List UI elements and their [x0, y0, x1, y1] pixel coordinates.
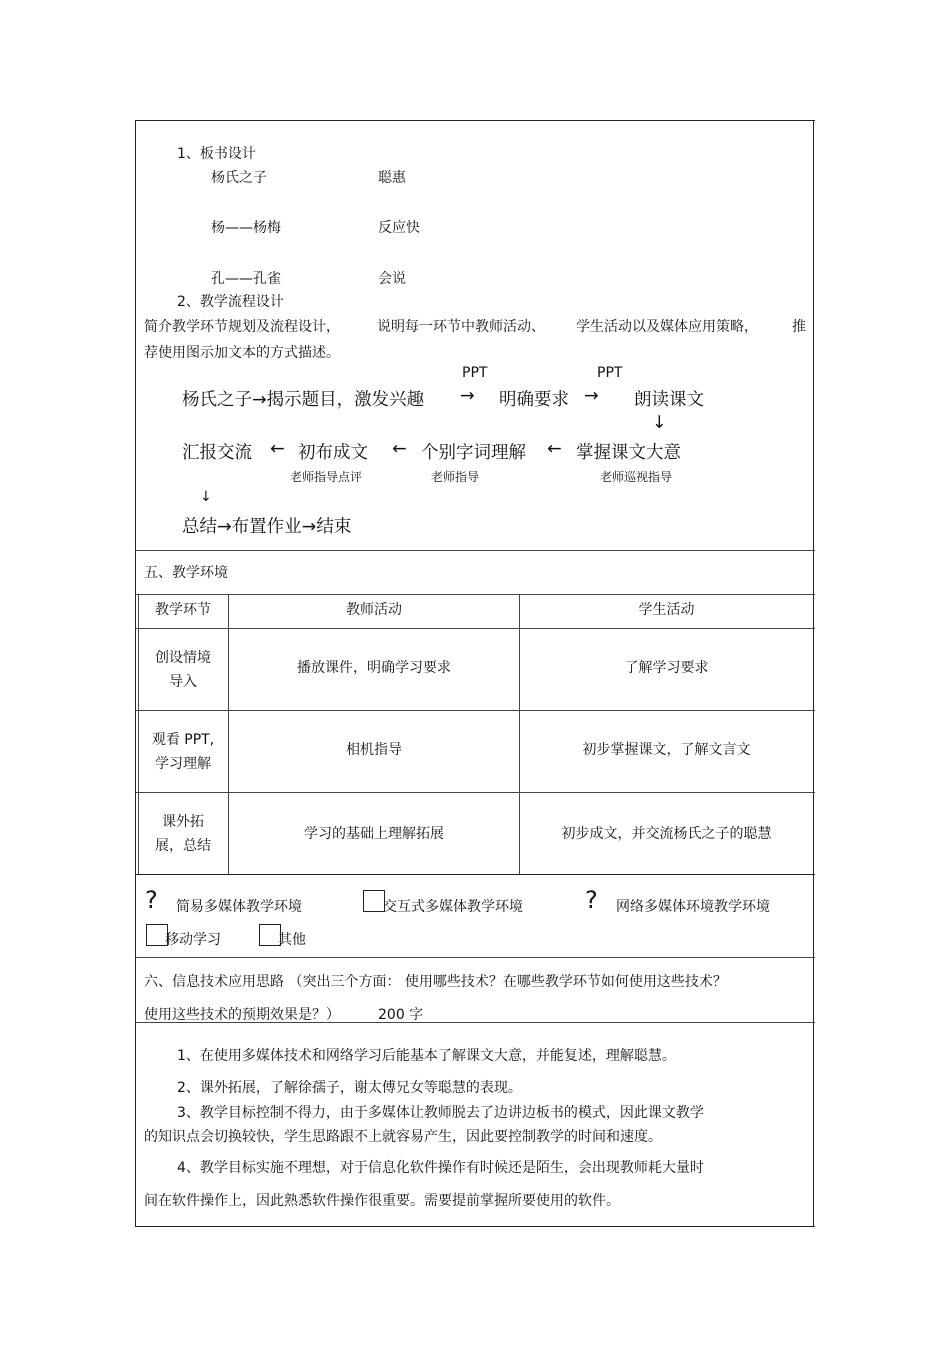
- table-border: [135, 874, 815, 875]
- tech-paragraph: 3、教学目标控制不得力，由于多媒体让教师脱去了边讲边板书的模式，因此课文教学: [177, 1105, 704, 1121]
- word-count: 200 字: [378, 1007, 424, 1023]
- flow-step: 朗读课文: [634, 390, 704, 410]
- flow-desc-part: 说明每一环节中教师活动、: [377, 319, 545, 335]
- option-label: 其他: [278, 932, 306, 948]
- ppt-label: PPT: [462, 365, 488, 381]
- divider: [135, 550, 815, 551]
- student-cell: 初步掌握课文，了解文言文: [582, 742, 751, 758]
- stage-cell-line: 课外拓: [162, 813, 204, 830]
- board-row-left: 孔——孔雀: [211, 271, 281, 287]
- stage-cell-line: 导入: [169, 673, 197, 690]
- option-label: 简易多媒体教学环境: [176, 899, 302, 915]
- table-row: [138, 711, 228, 792]
- checkbox-interactive-env[interactable]: [363, 890, 385, 912]
- env-heading: 五、教学环境: [144, 565, 228, 581]
- flow-step: 总结→布置作业→结束: [182, 517, 352, 537]
- stage-cell-line: 展，总结: [155, 837, 211, 854]
- flow-desc-part: 学生活动以及媒体应用策略，: [576, 319, 758, 335]
- teacher-cell: 相机指导: [346, 742, 402, 758]
- option-label: 网络多媒体环境教学环境: [616, 899, 770, 915]
- table-header: 教师活动: [346, 602, 402, 618]
- stage-cell-line: 观看 PPT,: [151, 731, 215, 748]
- tech-paragraph: 4、教学目标实施不理想，对于信息化软件操作有时候还是陌生，会出现教师耗大量时: [177, 1160, 704, 1176]
- ppt-label: PPT: [597, 365, 623, 381]
- question-mark-icon: ?: [585, 886, 598, 914]
- flow-step: 杨氏之子→揭示题目，激发兴趣: [182, 390, 425, 410]
- table-row: [138, 793, 228, 874]
- flow-arrow-right: →: [584, 386, 599, 406]
- student-cell: 了解学习要求: [624, 660, 709, 676]
- flow-step: 汇报交流: [182, 443, 252, 463]
- flow-desc-part: 推: [792, 319, 806, 335]
- table-header: 学生活动: [638, 602, 695, 618]
- flow-note: 老师指导: [431, 470, 480, 484]
- table-row: [138, 629, 228, 710]
- teacher-cell: 播放课件，明确学习要求: [297, 660, 451, 676]
- flow-step: 个别字词理解: [421, 443, 526, 463]
- tech-paragraph: 2、课外拓展，了解徐孺子，谢太傅兄女等聪慧的表现。: [177, 1080, 522, 1096]
- teacher-cell: 学习的基础上理解拓展: [304, 825, 444, 842]
- flow-desc-part: 简介教学环节规划及流程设计，: [144, 319, 340, 335]
- flow-note: 老师巡视指导: [600, 470, 673, 484]
- table-header: 教学环节: [155, 602, 211, 618]
- flow-arrow-down: ↓: [652, 413, 667, 433]
- flow-arrow-right: →: [460, 386, 475, 406]
- frame-bottom: [135, 1226, 815, 1227]
- board-row-left: 杨氏之子: [211, 170, 267, 186]
- tech-paragraph: 1、在使用多媒体技术和网络学习后能基本了解课文大意，并能复述，理解聪慧。: [177, 1048, 676, 1064]
- flow-note: 老师指导点评: [290, 470, 363, 484]
- board-row-right: 反应快: [378, 220, 420, 236]
- board-heading: 1、板书设计: [177, 146, 256, 162]
- stage-cell-line: 学习理解: [155, 755, 211, 772]
- flow-arrow-left: ←: [270, 439, 285, 459]
- frame-left: [135, 120, 136, 1227]
- flow-desc-line2: 荐使用图示加文本的方式描述。: [144, 345, 340, 361]
- board-row-left: 杨——杨梅: [211, 220, 281, 236]
- flow-step: 明确要求: [499, 390, 569, 410]
- board-row-right: 聪惠: [378, 170, 406, 186]
- board-row-right: 会说: [378, 271, 406, 287]
- question-mark-icon: ?: [145, 886, 158, 914]
- flow-step: 初布成文: [298, 443, 368, 463]
- frame-top: [135, 120, 815, 121]
- option-label: 移动学习: [165, 932, 221, 948]
- divider: [135, 1022, 815, 1023]
- stage-cell-line: 创设情境: [155, 649, 211, 666]
- tech-paragraph: 的知识点会切换较快，学生思路跟不上就容易产生，因此要控制教学的时间和速度。: [144, 1129, 662, 1145]
- tech-paragraph: 间在软件操作上，因此熟悉软件操作很重要。需要提前掌握所要使用的软件。: [144, 1193, 620, 1209]
- flow-arrow-left: ←: [547, 439, 562, 459]
- flow-step: 掌握课文大意: [576, 443, 681, 463]
- flow-arrow-down: ↓: [200, 489, 212, 505]
- student-cell: 初步成文，并交流杨氏之子的聪慧: [561, 825, 772, 842]
- tech-heading: 使用这些技术的预期效果是？）: [144, 1007, 340, 1023]
- option-label: 交互式多媒体教学环境: [383, 899, 523, 915]
- flow-arrow-left: ←: [392, 439, 407, 459]
- tech-heading: 六、信息技术应用思路 （突出三个方面： 使用哪些技术？在哪些教学环节如何使用这些技术？: [144, 974, 727, 990]
- frame-right: [813, 120, 814, 1227]
- flow-heading: 2、教学流程设计: [177, 294, 284, 310]
- divider: [135, 957, 815, 958]
